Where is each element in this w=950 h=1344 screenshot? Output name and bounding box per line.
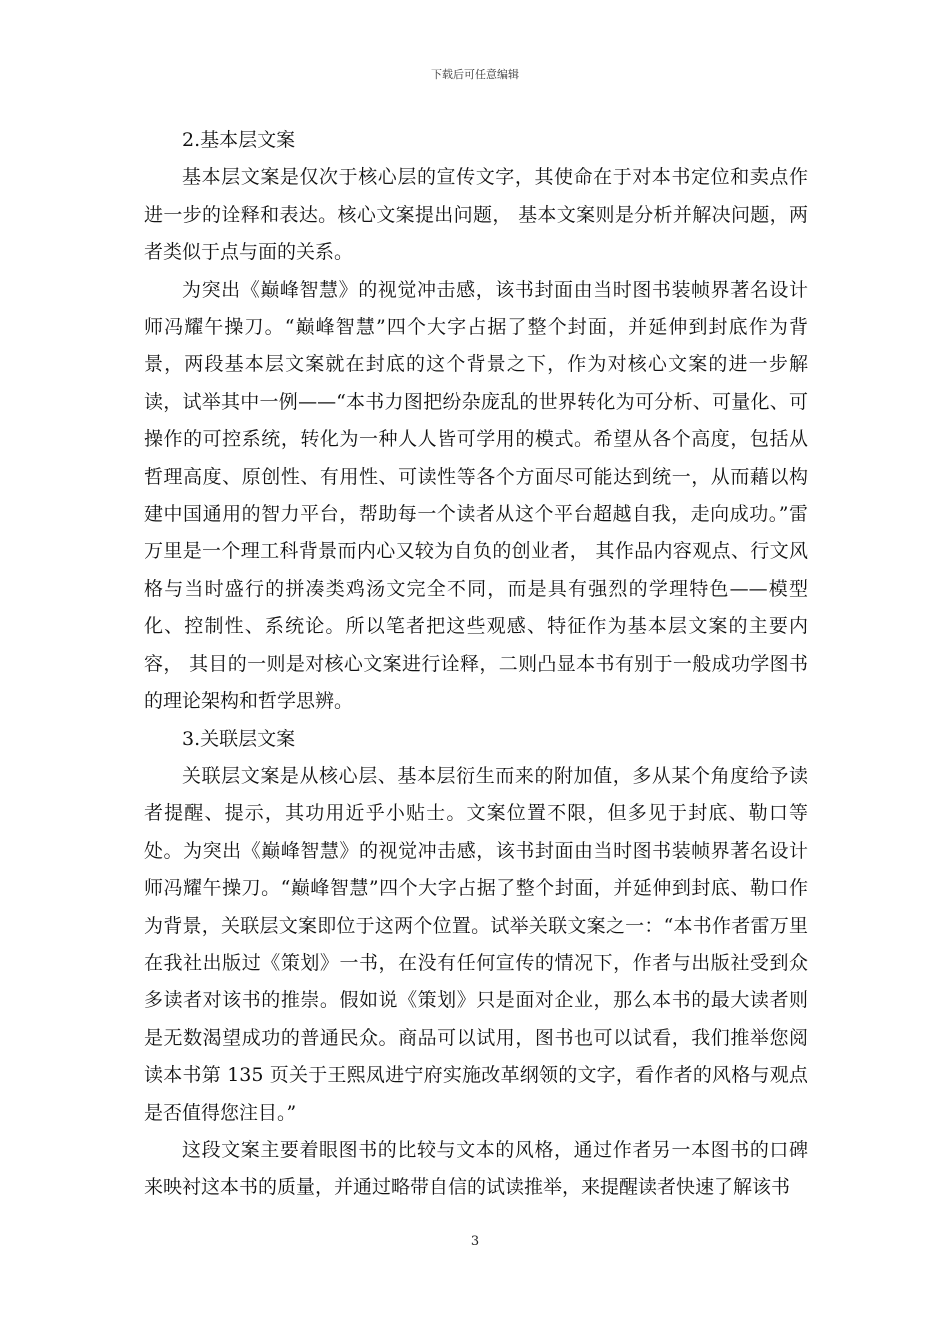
- paragraph: 关联层文案是从核心层、基本层衍生而来的附加值，多从某个角度给予读者提醒、提示，其功用近乎小贴士。文案位置不限，但多见于封底、勒口等处。为突出《巅峰智慧》的视觉冲击感，该书封面由当时图书装帧界著名设计师冯耀午操刀。“巅峰智慧”四个大字占据了整个封面，并延伸到封底、勒口作为背景，关联层文案即位于这两个位置。试举关联文案之一：“本书作者雷万里在我社出版过《策划》一书，在没有任何宣传的情况下，作者与出版社受到众多读者对该书的推崇。假如说《策划》只是面对企业，那么本书的最大读者则是无数渴望成功的普通民众。商品可以试用，图书也可以试看，我们推举您阅读本书第 135 页关于王熙凤进宁府实施改革纲领的文字，看作者的风格与观点是否值得您注目。”: [144, 764, 808, 1124]
- section-heading-basic-layer: 2.基本层文案: [182, 129, 296, 151]
- document-body: [144, 122, 808, 1207]
- paragraph: 基本层文案是仅次于核心层的宣传文字，其使命在于对本书定位和卖点作进一步的诠释和表达。核心文案提出问题， 基本文案则是分析并解决问题，两者类似于点与面的关系。: [144, 166, 808, 264]
- section-heading-related-layer: 3.关联层文案: [182, 727, 296, 750]
- page-header-note: 下载后可任意编辑: [431, 68, 519, 81]
- paragraph: 为突出《巅峰智慧》的视觉冲击感，该书封面由当时图书装帧界著名设计师冯耀午操刀。“巅峰智慧”四个大字占据了整个封面，并延伸到封底作为背景，两段基本层文案就在封底的这个背景之下，作为对核心文案的进一步解读，试举其中一例——“本书力图把纷杂庞乱的世界转化为可分析、可量化、可操作的可控系统，转化为一种人人皆可学用的模式。希望从各个高度，包括从哲理高度、原创性、有用性、可读性等各个方面尽可能达到统一，从而藉以构建中国通用的智力平台，帮助每一个读者从这个平台超越自我，走向成功。”雷万里是一个理工科背景而内心又较为自负的创业者， 其作品内容观点、行文风格与当时盛行的拼凑类鸡汤文完全不同，而是具有强烈的学理特色——模型化、控制性、系统论。所以笔者把这些观感、特征作为基本层文案的主要内容， 其目的一则是对核心文案进行诠释，二则凸显本书有别于一般成功学图书的理论架构和哲学思辨。: [144, 278, 808, 713]
- paragraph: 这段文案主要着眼图书的比较与文本的风格，通过作者另一本图书的口碑来映衬这本书的质量，并通过略带自信的试读推举，来提醒读者快速了解该书: [144, 1138, 808, 1199]
- page-number: 3: [470, 1234, 480, 1249]
